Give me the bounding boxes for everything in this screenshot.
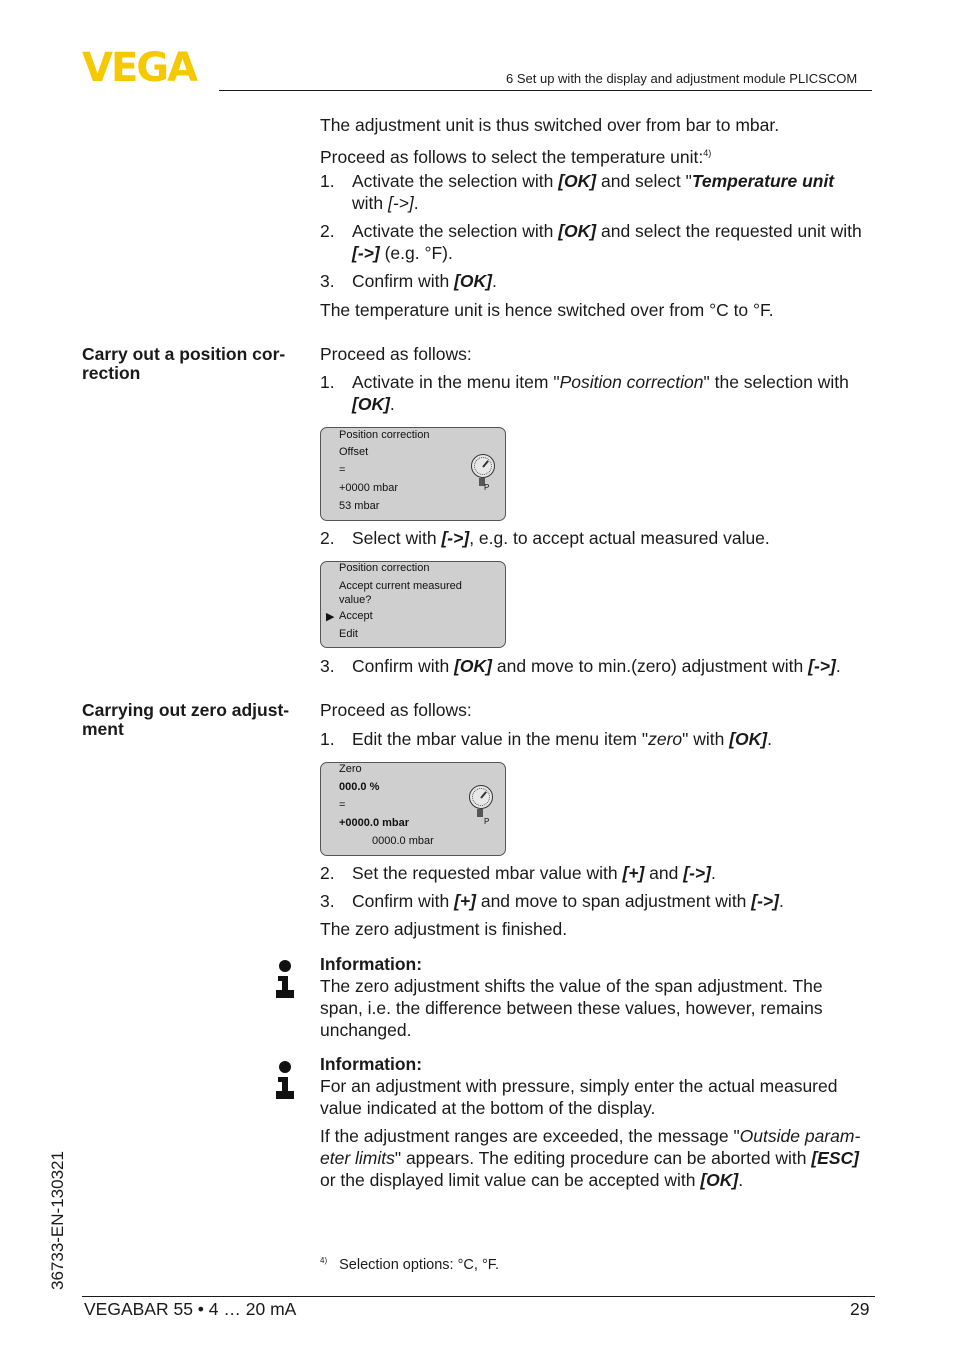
pressure-label: P (484, 817, 490, 826)
list-item: Edit the mbar value in the menu item "zero" with [OK]. (352, 729, 772, 749)
zero-finished-text: The zero adjustment is finished. (320, 919, 568, 939)
display-line: value? (339, 594, 372, 606)
pressure-gauge-icon (469, 785, 493, 809)
proceed-text: Proceed as follows: (320, 344, 472, 364)
display-line: = (339, 464, 346, 476)
list-item: Set the requested mbar value with [+] and [->]. (352, 863, 716, 883)
info-title: Information: (320, 954, 423, 974)
list-item: Activate the selection with [OK] and select the requested unit with [->] (e.g. °F). (352, 221, 862, 263)
display-menu-item-accept: Accept (339, 610, 373, 622)
display-line: 53 mbar (339, 500, 380, 512)
temp-unit-intro: Proceed as follows to select the temperature unit:$^{4)}$ (320, 146, 712, 167)
proceed-text: Proceed as follows: (320, 700, 472, 720)
step-number: 3. (320, 656, 335, 676)
display-title: Position correction (339, 562, 430, 574)
step-number: 2. (320, 863, 335, 883)
document-id: 36733-EN-130321 (48, 1151, 67, 1290)
section-heading-position-correction: Carry out a position cor- rection (82, 344, 286, 383)
footer-divider (82, 1296, 875, 1297)
footer-product: VEGABAR 55 • 4 … 20 mA (84, 1299, 297, 1319)
step-number: 2. (320, 528, 335, 548)
display-line: +0000.0 mbar (339, 817, 410, 829)
info-box: Information: The zero adjustment shifts the value of the span adjustment. The span, i.e. the difference between these values, however, remains unchanged. (320, 953, 870, 1041)
display-title: Zero (339, 763, 362, 775)
step-number: 1. (320, 372, 335, 392)
step-number: 2. (320, 221, 335, 241)
display-line: 000.0 % (339, 781, 380, 793)
display-line: Offset (339, 446, 369, 458)
list-item: Select with [->], e.g. to accept actual measured value. (352, 528, 770, 548)
footnote: $^{4)}$ Selection options: °C, °F. (320, 1256, 500, 1273)
step-number: 1. (320, 171, 335, 191)
selection-arrow-icon: ▶ (326, 611, 335, 623)
info-title: Information: (320, 1054, 423, 1074)
pressure-label: P (484, 483, 490, 492)
display-title: Position correction (339, 429, 430, 441)
temp-unit-result: The temperature unit is hence switched over from °C to °F. (320, 300, 774, 320)
info-icon (276, 1061, 294, 1099)
display-line: Accept current measured (339, 580, 462, 592)
display-menu-item-edit: Edit (339, 628, 358, 640)
list-item: Confirm with [OK]. (352, 271, 497, 291)
display-zero (320, 762, 506, 856)
step-number: 3. (320, 891, 335, 911)
vega-logo: VEGA (82, 45, 197, 91)
display-position-correction-offset (320, 427, 506, 521)
display-accept-measured-value (320, 561, 506, 648)
gauge-stem-icon (477, 809, 483, 817)
step-number: 1. (320, 729, 335, 749)
info-icon (276, 960, 294, 998)
pressure-gauge-icon (471, 454, 495, 478)
header-divider (219, 90, 872, 91)
running-header: 6 Set up with the display and adjustment module PLICSCOM (506, 71, 858, 86)
info-box: Information: For an adjustment with pressure, simply enter the actual measured value indicated at the bottom of the display. If the adjustment ranges are exceeded, the message "Outside param- eter limits" appears. The editing procedure can be aborted with [ESC] or the displayed limit value can be accepted with [OK]. (320, 1053, 875, 1191)
display-line: 0000.0 mbar (372, 835, 434, 847)
display-line: +0000 mbar (339, 482, 399, 494)
footnote-ref: 4) (703, 148, 712, 158)
list-item: Confirm with [+] and move to span adjustment with [->]. (352, 891, 784, 911)
unit-switched-text: The adjustment unit is thus switched over from bar to mbar. (320, 115, 780, 135)
section-heading-zero-adjustment: Carrying out zero adjust- ment (82, 700, 290, 739)
display-line: = (339, 799, 346, 811)
page-number: 29 (850, 1299, 870, 1319)
list-item: Activate in the menu item "Position correction" the selection with [OK]. (352, 372, 849, 414)
list-item: Confirm with [OK] and move to min.(zero) adjustment with [->]. (352, 656, 841, 676)
list-item: Activate the selection with [OK] and select "Temperature unit with [->]. (352, 171, 835, 213)
step-number: 3. (320, 271, 335, 291)
